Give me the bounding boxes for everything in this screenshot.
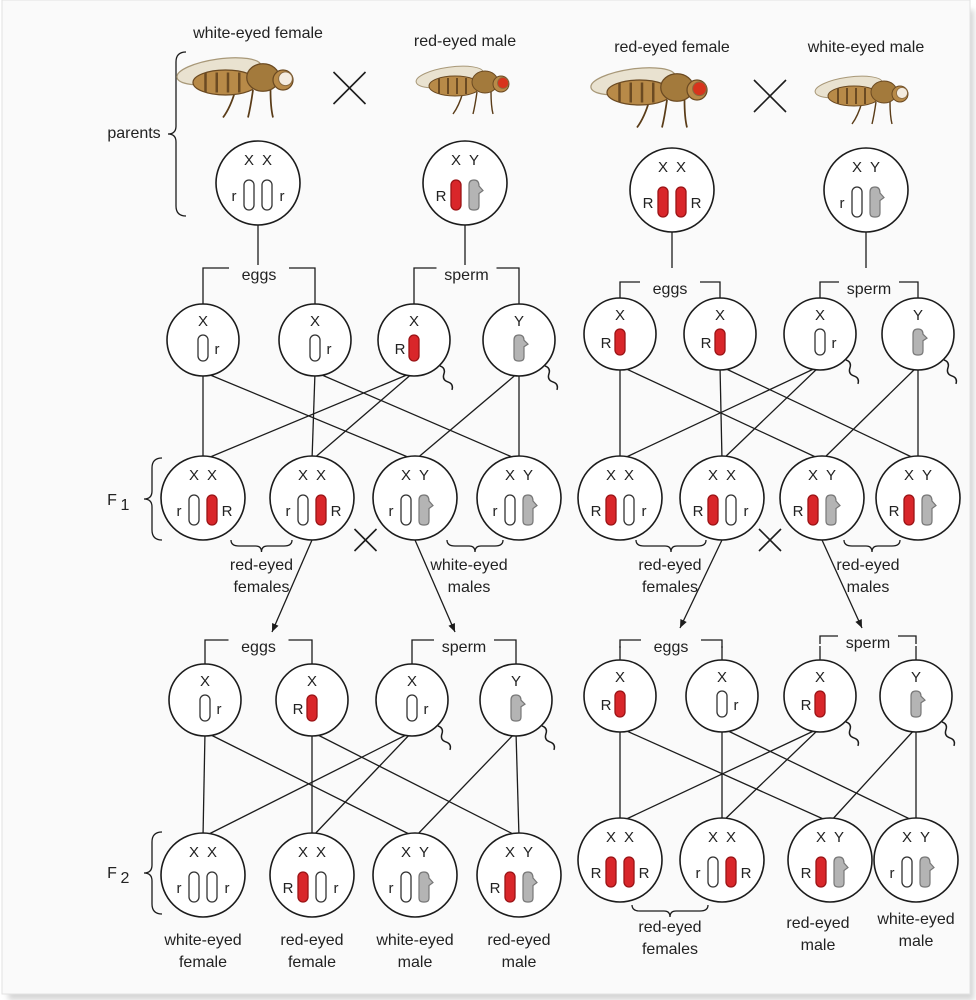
- allele-label: R: [282, 880, 294, 897]
- x-chromosome-label: X: [815, 829, 827, 846]
- f2-phenotype-label: white-eyed: [376, 932, 454, 949]
- allele-label: r: [388, 880, 394, 897]
- allele-label: r: [279, 188, 285, 205]
- f1-offspring-cell: [477, 456, 561, 540]
- f1-female-label: females: [641, 579, 699, 596]
- x-chromosome-label: X: [716, 669, 728, 686]
- f2-phenotype-label: male: [800, 937, 836, 954]
- x-chromosome-dominant: [615, 691, 625, 717]
- egg-cell: [684, 298, 756, 370]
- x-chromosome-dominant: [904, 495, 914, 525]
- x-chromosome-label: X: [206, 467, 218, 484]
- egg-cell: [167, 304, 239, 376]
- cell-circle: [788, 818, 872, 902]
- x-chromosome-recessive: [200, 695, 210, 721]
- x-chromosome-label: X: [605, 467, 617, 484]
- parent-male-genotype: [824, 148, 908, 232]
- x-chromosome-dominant: [658, 187, 668, 217]
- allele-label: R: [692, 503, 704, 520]
- x-chromosome-recessive: [401, 495, 411, 525]
- f2-phenotype-label: white-eyed: [164, 932, 242, 949]
- fly-white-eye: [897, 88, 908, 99]
- cell-circle: [780, 456, 864, 540]
- allele-label: R: [888, 503, 900, 520]
- f2-offspring-cell: [373, 833, 457, 917]
- allele-label: r: [285, 503, 291, 520]
- f2-phenotype-label: male: [898, 933, 934, 950]
- x-chromosome-recessive: [726, 495, 736, 525]
- x-chromosome-recessive: [244, 180, 254, 210]
- x-chromosome-recessive: [708, 857, 718, 887]
- x-chromosome-label: X: [297, 844, 309, 861]
- x-chromosome-label: X: [450, 152, 462, 169]
- f2-phenotype-label: female: [287, 954, 337, 971]
- x-chromosome-dominant: [808, 495, 818, 525]
- allele-label: r: [733, 697, 739, 714]
- y-chromosome-label: Y: [869, 159, 881, 176]
- x-chromosome-recessive: [316, 872, 326, 902]
- sperm-label: sperm: [441, 639, 487, 656]
- f2-phenotype-label: female: [178, 954, 228, 971]
- parents-label: parents: [107, 125, 161, 142]
- x-chromosome-label: X: [807, 467, 819, 484]
- x-chromosome-dominant: [298, 872, 308, 902]
- x-chromosome-recessive: [189, 872, 199, 902]
- f1-label-subscript: 1: [120, 497, 130, 514]
- x-chromosome-label: X: [400, 467, 412, 484]
- cell-circle: [578, 456, 662, 540]
- x-chromosome-recessive: [407, 695, 417, 721]
- f1-offspring-cell: [680, 456, 764, 540]
- f1-male-label: red-eyed: [836, 557, 900, 574]
- eggs-label: eggs: [653, 639, 689, 656]
- f2-female-label: females: [641, 941, 699, 958]
- y-chromosome-label: Y: [919, 829, 931, 846]
- x-chromosome-dominant: [409, 335, 419, 361]
- x-chromosome-recessive: [505, 495, 515, 525]
- x-chromosome-dominant: [815, 691, 825, 717]
- fly-red-eye: [693, 82, 707, 96]
- x-chromosome-recessive: [624, 495, 634, 525]
- allele-label: r: [231, 188, 237, 205]
- egg-cell: [686, 660, 758, 732]
- allele-label: R: [638, 865, 650, 882]
- allele-label: r: [224, 880, 230, 897]
- allele-label: r: [831, 335, 837, 352]
- x-chromosome-label: X: [903, 467, 915, 484]
- f2-phenotype-label: red-eyed: [280, 932, 344, 949]
- allele-label: R: [690, 195, 702, 212]
- cell-circle: [423, 141, 507, 225]
- x-chromosome-label: X: [614, 669, 626, 686]
- x-chromosome-label: X: [297, 467, 309, 484]
- x-chromosome-label: X: [309, 313, 321, 330]
- f1-offspring-cell: [161, 456, 245, 540]
- eggs-label: eggs: [652, 281, 688, 298]
- x-chromosome-dominant: [615, 329, 625, 355]
- x-chromosome-dominant: [624, 857, 634, 887]
- x-chromosome-recessive: [717, 691, 727, 717]
- x-chromosome-dominant: [207, 495, 217, 525]
- allele-label: R: [800, 865, 812, 882]
- x-chromosome-dominant: [451, 180, 461, 210]
- y-chromosome-label: Y: [522, 844, 534, 861]
- x-chromosome-label: X: [243, 152, 255, 169]
- x-chromosome-label: X: [408, 313, 420, 330]
- x-chromosome-dominant: [505, 872, 515, 902]
- allele-label: r: [423, 701, 429, 718]
- x-chromosome-recessive: [852, 187, 862, 217]
- allele-label: r: [176, 503, 182, 520]
- allele-label: R: [700, 335, 712, 352]
- f1-female-label: red-eyed: [638, 557, 702, 574]
- x-chromosome-dominant: [606, 495, 616, 525]
- x-chromosome-label: X: [206, 844, 218, 861]
- x-chromosome-label: X: [901, 829, 913, 846]
- x-chromosome-label: X: [657, 159, 669, 176]
- y-chromosome-label: Y: [510, 673, 522, 690]
- x-chromosome-label: X: [406, 673, 418, 690]
- f2-offspring-cell: [578, 818, 662, 902]
- f1-offspring-cell: [578, 456, 662, 540]
- egg-cell: [584, 660, 656, 732]
- cell-circle: [680, 818, 764, 902]
- allele-label: R: [600, 335, 612, 352]
- x-chromosome-recessive: [401, 872, 411, 902]
- parent-female-genotype: [630, 148, 714, 232]
- x-chromosome-dominant: [606, 857, 616, 887]
- allele-label: r: [326, 341, 332, 358]
- x-chromosome-label: X: [707, 467, 719, 484]
- x-chromosome-label: X: [199, 673, 211, 690]
- allele-label: R: [590, 865, 602, 882]
- cell-circle: [161, 456, 245, 540]
- y-chromosome-label: Y: [912, 307, 924, 324]
- f2-offspring-cell: [788, 818, 872, 902]
- cell-circle: [477, 833, 561, 917]
- x-chromosome-label: X: [623, 829, 635, 846]
- x-chromosome-recessive: [298, 495, 308, 525]
- x-chromosome-dominant: [708, 495, 718, 525]
- x-chromosome-recessive: [198, 335, 208, 361]
- y-chromosome-label: Y: [418, 844, 430, 861]
- x-chromosome-label: X: [623, 467, 635, 484]
- x-chromosome-dominant: [726, 857, 736, 887]
- allele-label: r: [333, 880, 339, 897]
- x-chromosome-dominant: [307, 695, 317, 721]
- allele-label: R: [590, 503, 602, 520]
- cell-circle: [477, 456, 561, 540]
- x-chromosome-recessive: [189, 495, 199, 525]
- eggs-label: eggs: [241, 639, 276, 656]
- allele-label: R: [792, 503, 804, 520]
- f1-offspring-cell: [373, 456, 457, 540]
- f2-offspring-cell: [270, 833, 354, 917]
- x-chromosome-label: X: [605, 829, 617, 846]
- allele-label: R: [221, 503, 233, 520]
- fly-red-eye: [498, 78, 509, 89]
- x-chromosome-label: X: [188, 467, 200, 484]
- f2-offspring-cell: [161, 833, 245, 917]
- allele-label: R: [642, 195, 654, 212]
- cell-circle: [270, 456, 354, 540]
- x-chromosome-recessive: [262, 180, 272, 210]
- y-chromosome-label: Y: [825, 467, 837, 484]
- cell-circle: [373, 456, 457, 540]
- x-chromosome-label: X: [315, 844, 327, 861]
- y-chromosome-label: Y: [418, 467, 430, 484]
- allele-label: R: [600, 697, 612, 714]
- allele-label: r: [214, 341, 220, 358]
- egg-cell: [276, 664, 348, 736]
- f2-label: F: [107, 865, 117, 882]
- allele-label: R: [800, 697, 812, 714]
- f2-female-label: red-eyed: [638, 919, 702, 936]
- cell-circle: [373, 833, 457, 917]
- cell-circle: [578, 818, 662, 902]
- y-chromosome-label: Y: [921, 467, 933, 484]
- allele-label: R: [330, 503, 342, 520]
- fly-white-eye: [279, 72, 293, 86]
- sperm-label: sperm: [444, 267, 489, 284]
- allele-label: r: [216, 701, 222, 718]
- f2-phenotype-label: white-eyed: [877, 911, 955, 928]
- parent-male-genotype: [423, 141, 507, 225]
- cell-circle: [874, 818, 958, 902]
- allele-label: r: [388, 503, 394, 520]
- cell-circle: [876, 456, 960, 540]
- allele-label: R: [435, 188, 447, 205]
- x-chromosome-label: X: [315, 467, 327, 484]
- x-chromosome-label: X: [725, 829, 737, 846]
- y-chromosome-label: Y: [468, 152, 480, 169]
- allele-label: r: [889, 865, 895, 882]
- f2-offspring-cell: [874, 818, 958, 902]
- cell-circle: [161, 833, 245, 917]
- allele-label: r: [695, 865, 701, 882]
- allele-label: R: [394, 341, 406, 358]
- x-chromosome-dominant: [676, 187, 686, 217]
- f2-phenotype-label: red-eyed: [786, 915, 850, 932]
- cell-circle: [680, 456, 764, 540]
- x-chromosome-label: X: [504, 844, 516, 861]
- f1-female-label: females: [233, 579, 290, 596]
- x-chromosome-label: X: [707, 829, 719, 846]
- allele-label: r: [176, 880, 182, 897]
- allele-label: R: [489, 880, 501, 897]
- x-chromosome-label: X: [261, 152, 273, 169]
- cell-circle: [630, 148, 714, 232]
- f2-phenotype-label: red-eyed: [487, 932, 551, 949]
- f1-label: F: [107, 492, 117, 509]
- cell-circle: [824, 148, 908, 232]
- egg-cell: [169, 664, 241, 736]
- x-chromosome-label: X: [714, 307, 726, 324]
- x-chromosome-label: X: [504, 467, 516, 484]
- y-chromosome-label: Y: [910, 669, 922, 686]
- allele-label: r: [641, 503, 647, 520]
- x-chromosome-label: X: [400, 844, 412, 861]
- allele-label: r: [492, 503, 498, 520]
- x-chromosome-dominant: [715, 329, 725, 355]
- y-chromosome-label: Y: [522, 467, 534, 484]
- x-chromosome-label: X: [814, 307, 826, 324]
- cell-circle: [270, 833, 354, 917]
- f2-label-subscript: 2: [120, 870, 130, 887]
- f1-offspring-cell: [876, 456, 960, 540]
- allele-label: R: [292, 701, 304, 718]
- x-chromosome-label: X: [188, 844, 200, 861]
- allele-label: R: [740, 865, 752, 882]
- x-chromosome-label: X: [814, 669, 826, 686]
- y-chromosome-label: Y: [833, 829, 845, 846]
- f1-male-label: males: [447, 579, 491, 596]
- parent-male-label: red-eyed male: [413, 33, 517, 50]
- f1-offspring-cell: [780, 456, 864, 540]
- y-chromosome-label: Y: [513, 313, 525, 330]
- cell-circle: [216, 141, 300, 225]
- allele-label: r: [839, 195, 845, 212]
- x-chromosome-recessive: [815, 329, 825, 355]
- parent-female-genotype: [216, 141, 300, 225]
- x-chromosome-label: X: [197, 313, 209, 330]
- sperm-label: sperm: [845, 635, 891, 652]
- x-chromosome-label: X: [614, 307, 626, 324]
- f1-offspring-cell: [270, 456, 354, 540]
- f2-offspring-cell: [680, 818, 764, 902]
- x-chromosome-label: X: [306, 673, 318, 690]
- sperm-label: sperm: [846, 281, 892, 298]
- f2-phenotype-label: male: [397, 954, 433, 971]
- parent-male-label: white-eyed male: [807, 39, 925, 56]
- x-chromosome-dominant: [316, 495, 326, 525]
- egg-cell: [279, 304, 351, 376]
- x-chromosome-label: X: [675, 159, 687, 176]
- x-chromosome-label: X: [725, 467, 737, 484]
- f1-male-label: males: [846, 579, 890, 596]
- eggs-label: eggs: [241, 267, 277, 284]
- f2-offspring-cell: [477, 833, 561, 917]
- f1-male-label: white-eyed: [430, 557, 508, 574]
- f2-phenotype-label: male: [501, 954, 537, 971]
- x-chromosome-dominant: [816, 857, 826, 887]
- allele-label: r: [743, 503, 749, 520]
- parent-female-label: red-eyed female: [614, 39, 730, 56]
- f1-female-label: red-eyed: [229, 557, 294, 574]
- parent-female-label: white-eyed female: [193, 25, 323, 42]
- x-chromosome-recessive: [310, 335, 320, 361]
- x-chromosome-label: X: [851, 159, 863, 176]
- egg-cell: [584, 298, 656, 370]
- x-chromosome-recessive: [902, 857, 912, 887]
- x-chromosome-recessive: [207, 872, 217, 902]
